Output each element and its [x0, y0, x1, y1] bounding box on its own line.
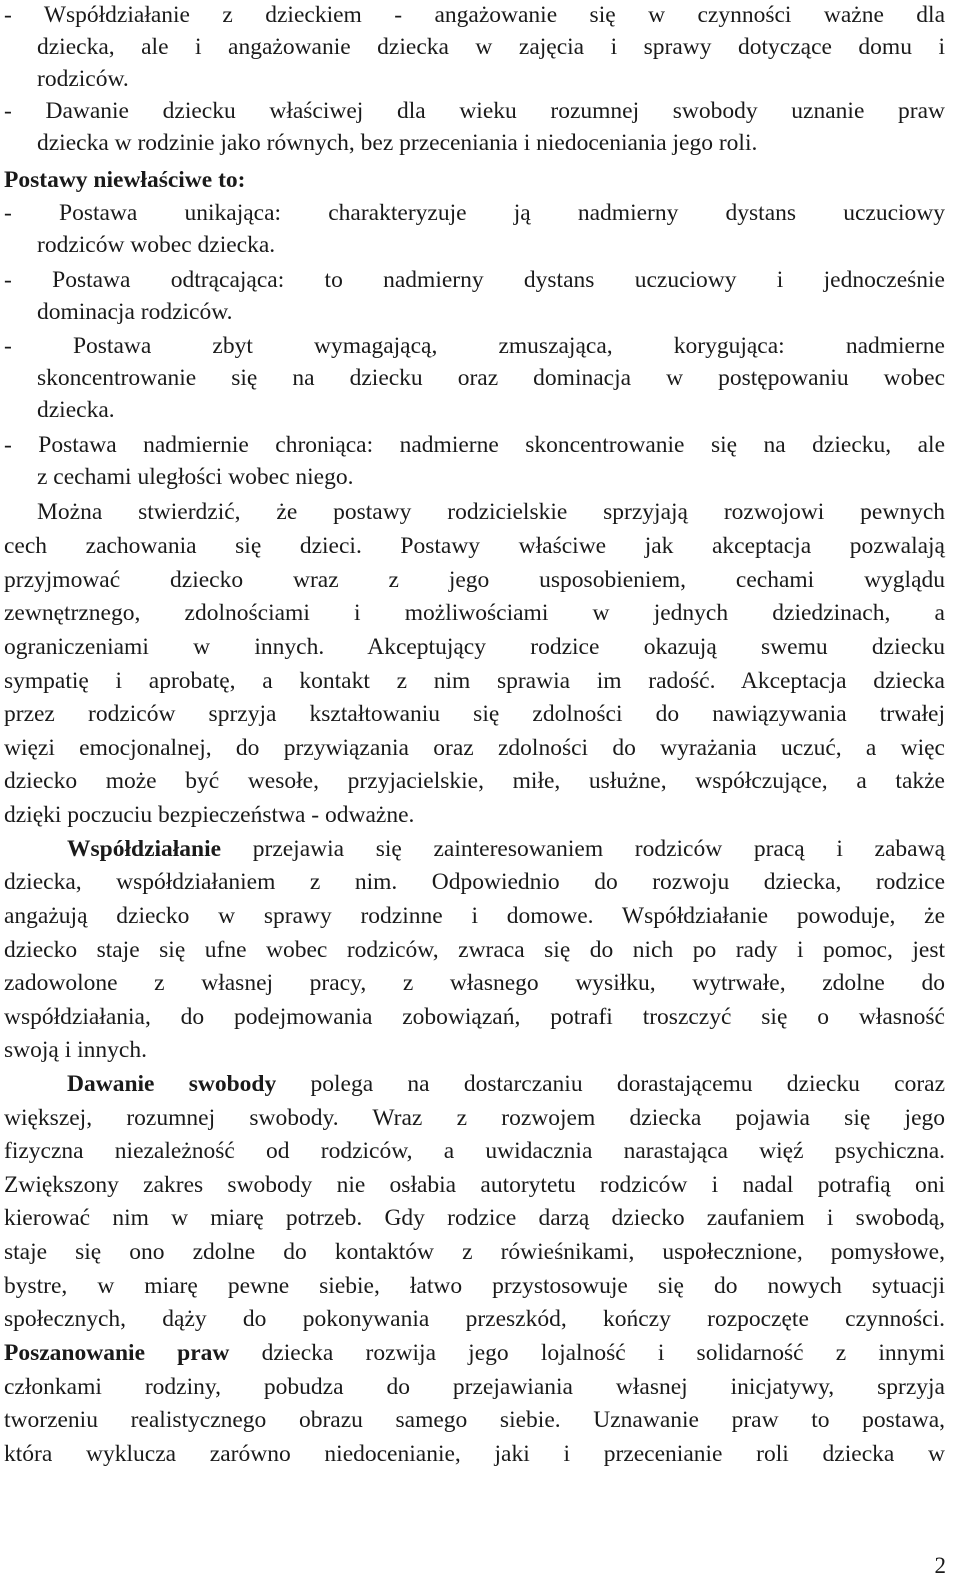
text-line: - Współdziałanie z dzieckiem - angażowanie się w czynności ważne dla	[4, 2, 945, 28]
page-number: 2	[934, 1553, 946, 1578]
paragraph-line: zadowolone z własnej pracy, z własnego wysiłku, wytrwałe, zdolne do	[4, 970, 945, 996]
paragraph-line: dziecka, współdziałaniem z nim. Odpowiednio do rozwoju dziecka, rodzice	[4, 869, 945, 895]
paragraph-line: dzięki poczuciu bezpieczeństwa - odważne.	[4, 802, 415, 828]
text-line: - Postawa unikająca: charakteryzuje ją nadmierny dystans uczuciowy	[4, 200, 945, 226]
text-line: rodziców wobec dziecka.	[37, 232, 276, 258]
text-line: dziecka, ale i angażowanie dziecka w zajęcia i sprawy dotyczące domu i	[37, 34, 945, 60]
bold-term: Poszanowanie praw	[4, 1340, 230, 1366]
paragraph-line: zewnętrznego, zdolnościami i możliwościami w jednych dziedzinach, a	[4, 600, 945, 626]
paragraph-line: współdziałania, do podejmowania zobowiązań, potrafi troszczyć się o własność	[4, 1004, 945, 1030]
paragraph-line: większej, rozumnej swobody. Wraz z rozwojem dziecka pojawia się jego	[4, 1105, 945, 1131]
paragraph-line: kierować nim w miarę potrzeb. Gdy rodzice darzą dziecko zaufaniem i swobodą,	[4, 1205, 945, 1231]
text-line: - Postawa zbyt wymagającą, zmuszająca, korygująca: nadmierne	[4, 333, 945, 359]
paragraph-line: cech zachowania się dzieci. Postawy właściwe jak akceptacja pozwalają	[4, 533, 945, 559]
paragraph-line: która wyklucza zarówno niedocenianie, jaki i przecenianie roli dziecka w	[4, 1441, 945, 1467]
paragraph-line: swoją i innych.	[4, 1037, 147, 1063]
paragraph-line: społecznych, dąży do pokonywania przeszkód, kończy rozpoczęte czynności.	[4, 1306, 945, 1332]
text-line: rodziców.	[37, 66, 129, 92]
paragraph-line: przyjmować dziecko wraz z jego usposobieniem, cechami wyglądu	[4, 567, 945, 593]
paragraph-line: członkami rodziny, pobudza do przejawiania własnej inicjatywy, sprzyja	[4, 1374, 945, 1400]
text-line: - Postawa odtrącająca: to nadmierny dystans uczuciowy i jednocześnie	[4, 267, 945, 293]
paragraph-line: Można stwierdzić, że postawy rodzicielskie sprzyjają rozwojowi pewnych	[37, 499, 945, 525]
paragraph-line: tworzeniu realistycznego obrazu samego siebie. Uznawanie praw to postawa,	[4, 1407, 945, 1433]
paragraph-line: Zwiększony zakres swobody nie osłabia autorytetu rodziców i nadal potrafią oni	[4, 1172, 945, 1198]
paragraph-line: staje się ono zdolne do kontaktów z rówieśnikami, uspołecznione, pomysłowe,	[4, 1239, 945, 1265]
paragraph-line: więzi emocjonalnej, do przywiązania oraz zdolności do wyrażania uczuć, a więc	[4, 735, 945, 761]
bold-term: Dawanie swobody	[67, 1071, 277, 1097]
paragraph-line: dziecko staje się ufne wobec rodziców, zwraca się do nich po rady i pomoc, jest	[4, 937, 945, 963]
paragraph-line: Współdziałanie przejawia się zainteresowaniem rodziców pracą i zabawą	[67, 836, 945, 862]
text-line: skoncentrowanie się na dziecku oraz dominacja w postępowaniu wobec	[37, 365, 945, 391]
text-line: z cechami uległości wobec niego.	[37, 464, 354, 490]
paragraph-line: fizyczna niezależność od rodziców, a uwidacznia narastająca więź psychiczna.	[4, 1138, 945, 1164]
paragraph-line: Dawanie swobody polega na dostarczaniu dorastającemu dziecku coraz	[67, 1071, 946, 1097]
paragraph-line: ograniczeniami w innych. Akceptujący rodzice okazują swemu dziecku	[4, 634, 945, 660]
paragraph-line: Poszanowanie praw dziecka rozwija jego lojalność i solidarność z innymi	[4, 1340, 945, 1366]
text-line: dziecka.	[37, 397, 115, 423]
paragraph-line: sympatię i aprobatę, a kontakt z nim sprawia im radość. Akceptacja dziecka	[4, 668, 945, 694]
text-line: - Postawa nadmiernie chroniąca: nadmierne skoncentrowanie się na dziecku, ale	[4, 432, 945, 458]
bold-term: Współdziałanie	[67, 836, 222, 862]
text-line: dziecka w rodzinie jako równych, bez przeceniania i niedoceniania jego roli.	[37, 130, 758, 156]
paragraph-line: angażują dziecko w sprawy rodzinne i domowe. Współdziałanie powoduje, że	[4, 903, 945, 929]
paragraph-line: przez rodziców sprzyja kształtowaniu się zdolności do nawiązywania trwałej	[4, 701, 945, 727]
section-heading: Postawy niewłaściwe to:	[4, 167, 246, 193]
paragraph-line: dziecko może być wesołe, przyjacielskie, miłe, usłużne, współczujące, a także	[4, 768, 945, 794]
paragraph-line: bystre, w miarę pewne siebie, łatwo przystosowuje się do nowych sytuacji	[4, 1273, 945, 1299]
text-line: - Dawanie dziecku właściwej dla wieku rozumnej swobody uznanie praw	[4, 98, 945, 124]
text-line: dominacja rodziców.	[37, 299, 233, 325]
